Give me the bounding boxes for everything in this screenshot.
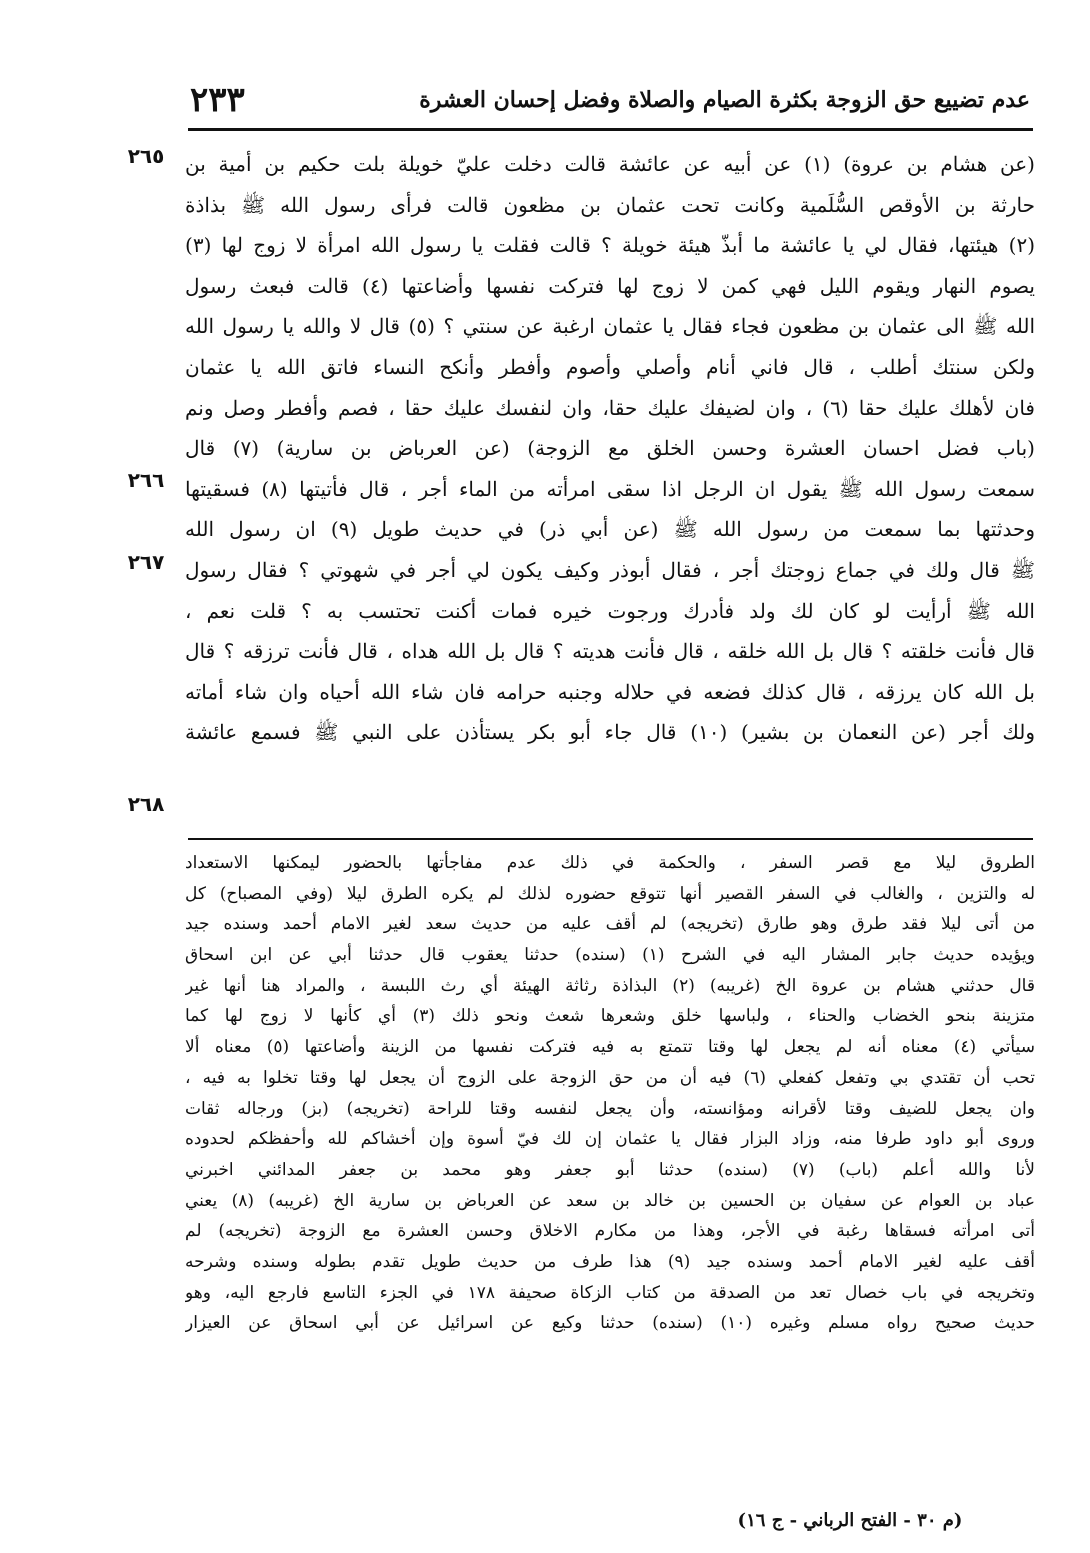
- text-line: بل الله كان يرزقه ، قال كذلك فضعه في حلاله وجنبه حرامه فان شاء الله أحياه وان شاء أماته: [185, 679, 1035, 704]
- footnote-line: متزينة بنحو الخضاب والحناء ، ولباسها خلق وشعرها شعث ونحو ذلك (٣) أي كأنها لا زوج لها كما: [185, 1006, 1035, 1027]
- footnote-line: الطروق ليلا مع قصر السفر ، والحكمة في ذلك عدم مفاجأتها بالحضور ليمكنها الاستعداد: [185, 853, 1035, 873]
- text-line: ﷺ قال ولك في جماع زوجتك أجر ، فقال أبوذر وكيف يكون لي أجر في شهوتي ؟ فقال رسول: [185, 557, 1035, 582]
- text-line: حارثة بن الأوقص السُّلَمية وكانت تحت عثمان بن مظعون قالت فرأى رسول الله ﷺ بذاذة: [185, 192, 1035, 217]
- footnotes: [185, 848, 1035, 1339]
- text-line: يصوم النهار ويقوم الليل فهي كمن لا زوج لها فتركت نفسها وأضاعتها (٤) قالت فبعث رسول: [185, 273, 1035, 298]
- footnote-line: له والتزين ، والغالب في السفر القصير أنها تتوقع حضوره لذلك لم يكره الطرق ليلا (وفي المصباح) كل: [185, 883, 1035, 904]
- text-line: ولك أجر (عن النعمان بن بشير) (١٠) قال جاء أبو بكر يستأذن على النبي ﷺ فسمع عائشة: [185, 720, 1035, 745]
- footnote-line: لأنا والله أعلم (باب) (٧) (سنده) حدثنا أبو جعفر وهو محمد بن جعفر المدائني اخبرني: [185, 1159, 1035, 1180]
- text-line: وحدثتها بما سمعت من رسول الله ﷺ (عن أبي ذر) في حديث طويل (٩) ان رسول الله: [185, 517, 1035, 542]
- volume-footer: (م ٣٠ - الفتح الرباني - ج ١٦): [737, 1510, 963, 1531]
- hadith-number: ٢٦٥: [127, 144, 165, 168]
- footnote-line: أتى امرأته فسقاها رغبة في الأجر، وهذا من مكارم الاخلاق وحسن العشرة مع الزوجة (تخريجه) لم: [185, 1221, 1035, 1242]
- text-line: الله ﷺ الى عثمان بن مظعون فجاء فقال يا عثمان ارغبة عن سنتي ؟ (٥) قال لا والله يا رسول الله: [185, 314, 1035, 339]
- text-line: الله ﷺ أرأيت لو كان لك ولد فأدرك ورجوت خيره فمات أكنت تحتسب به ؟ قلت نعم ،: [185, 598, 1035, 623]
- footnote-line: حديث صحيح رواه مسلم وغيره (١٠) (سنده) حدثنا وكيع عن اسرائيل عن أبي اسحاق عن العيزار: [185, 1313, 1035, 1334]
- footnotes-rule: [188, 838, 1033, 840]
- text-line: (٢) هيئتها، فقال لي يا عائشة ما أبذّ هيئة خويلة ؟ قالت فقلت يا رسول الله امرأة لا زوج لها (٣): [185, 233, 1035, 258]
- footnote-line: وروى أبو داود طرفا منه، وزاد البزار فقال يا عثمان إن لك فيّ أسوة وإن أخشاكم لله وأحفظكم لحدوده: [185, 1129, 1035, 1150]
- footnote-line: عباد بن العوام عن سفيان بن الحسين بن خالد بن سعد عن العرباض بن سارية الخ (غريبه) (٨) يعني: [185, 1190, 1035, 1211]
- text-line: قال فأنت خلقته ؟ قال بل الله خلقه ، قال فأنت هديته ؟ قال بل الله هداه ، قال فأنت ترزقه ؟ قال: [185, 639, 1035, 664]
- footnote-line: قال حدثني هشام بن عروة الخ (غريبه) (٢) البذاذة رثاثة الهيئة أي رث اللبسة ، والمراد هنا أنها غير: [185, 975, 1035, 996]
- hadith-number: ٢٦٨: [127, 792, 165, 816]
- page-header: [190, 80, 1030, 120]
- header-rule: [188, 128, 1033, 131]
- text-line: ولكن سنتك أطلب ، قال فاني أنام وأصلي وأصوم وأفطر وأنكح النساء فاتق الله يا عثمان: [185, 354, 1035, 379]
- footnote-line: تحب أن تقتدي بي وتفعل كفعلي (٦) فيه أن من حق الزوجة على الزوج أن يجعل لها وقتا تخلوا به فيه ،: [185, 1067, 1035, 1088]
- main-text: [185, 144, 1035, 753]
- footnote-line: سيأتي (٤) معناه أنه لم يجعل لها وقتا تتمتع به فيه فتركت نفسها من الزينة وأضاعتها (٥) معناه ألا: [185, 1037, 1035, 1058]
- text-line: (باب فضل احسان العشرة وحسن الخلق مع الزوجة) (عن العرباض بن سارية) (٧) قال: [185, 436, 1035, 461]
- text-line: سمعت رسول الله ﷺ يقول ان الرجل اذا سقى امرأته من الماء أجر ، قال فأتيتها (٨) فسقيتها: [185, 476, 1035, 501]
- hadith-number: ٢٦٦: [127, 468, 165, 492]
- footnote-line: أقف عليه لغير الامام أحمد وسنده جيد (٩) هذا طرف من حديث طويل تقدم بطوله وسنده وشرحه: [185, 1251, 1035, 1272]
- footnote-line: وان يجعل للضيف وقتا لأقرانه ومؤانسته، وأن يجعل لنفسه وقتا للراحة (تخريجه) (بز) ورجاله ثقات: [185, 1098, 1035, 1119]
- text-line: فان لأهلك عليك حقا (٦) ، وان لضيفك عليك حقا، وان لنفسك عليك حقا ، فصم وأفطر وصل ونم: [185, 395, 1035, 420]
- footnote-line: من أتى ليلا فقد طرق وهو طارق (تخريجه) لم أقف عليه من حديث سعد لغير الامام أحمد وسنده جيد: [185, 914, 1035, 935]
- running-title: عدم تضييع حق الزوجة بكثرة الصيام والصلاة وفضل إحسان العشرة: [419, 87, 1030, 113]
- footnote-line: ويؤيده حديث جابر المشار اليه في الشرح (١) (سنده) حدثنا يعقوب قال حدثنا أبي عن ابن اسحاق: [185, 945, 1035, 966]
- footnote-line: وتخريجه في باب خصال تعد من الصدقة من كتاب الزكاة صحيفة ١٧٨ في الجزء التاسع فارجع اليه، وهو: [185, 1282, 1035, 1303]
- page-number: ٢٣٣: [190, 80, 245, 120]
- hadith-number: ٢٦٧: [127, 550, 165, 574]
- text-line: (عن هشام بن عروة) (١) عن أبيه عن عائشة قالت دخلت عليّ خويلة بلت حكيم بن أمية بن: [185, 152, 1035, 176]
